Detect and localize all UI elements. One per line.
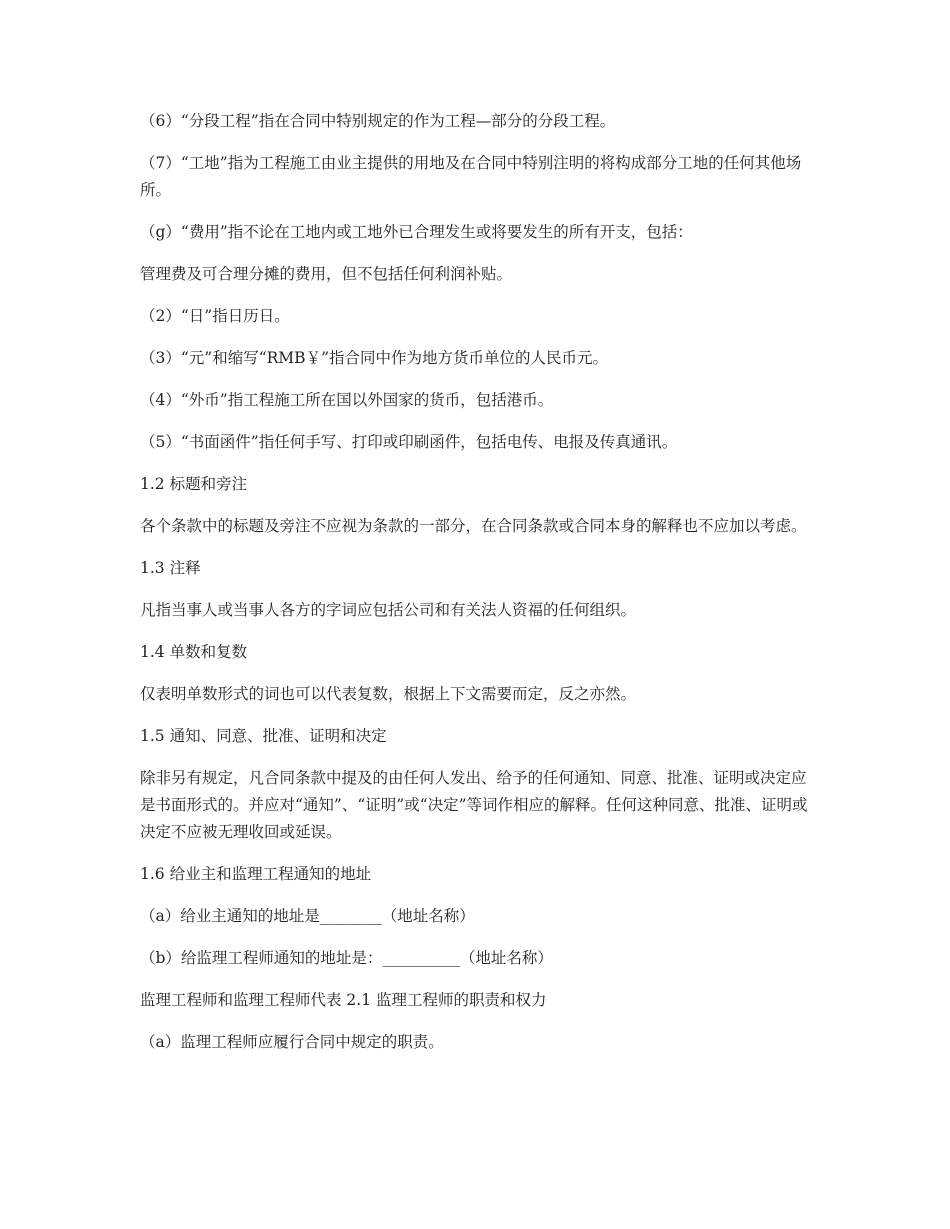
clause-g-cost: （g）“费用”指不论在工地内或工地外已合理发生或将要发生的所有开支，包括： xyxy=(140,223,693,241)
address-employer: （a）给业主通知的地址是________（地址名称） xyxy=(140,907,475,925)
section-heading-1-5: 1.5 通知、同意、批准、证明和决定 xyxy=(140,727,387,745)
clause-2-day: （2）“日”指日历日。 xyxy=(140,307,290,325)
document-page xyxy=(140,108,820,1071)
section-heading-2-1: 监理工程师和监理工程师代表 2.1 监理工程师的职责和权力 xyxy=(140,991,547,1009)
clause-cost-continued: 管理费及可合理分摊的费用，但不包括任何利润补贴。 xyxy=(140,265,513,283)
clause-7-site: （7）“工地”指为工程施工由业主提供的用地及在合同中特别注明的将构成部分工地的任何其他场所。 xyxy=(140,154,802,199)
clause-5-written-communication: （5）“书面函件”指任何手写、打印或印刷函件，包括电传、电报及传真通讯。 xyxy=(140,433,678,451)
clause-3-yuan: （3）“元”和缩写“RMB￥”指合同中作为地方货币单位的人民币元。 xyxy=(140,349,608,367)
section-body-1-3: 凡指当事人或当事人各方的字词应包括公司和有关法人资福的任何组织。 xyxy=(140,601,637,619)
section-body-1-2: 各个条款中的标题及旁注不应视为条款的一部分，在合同条款或合同本身的解释也不应加以考虑。 xyxy=(140,517,807,535)
section-heading-1-6: 1.6 给业主和监理工程通知的地址 xyxy=(140,865,372,883)
section-heading-1-4: 1.4 单数和复数 xyxy=(140,643,248,661)
clause-4-foreign-currency: （4）“外币”指工程施工所在国以外国家的货币，包括港币。 xyxy=(140,391,554,409)
section-body-1-4: 仅表明单数形式的词也可以代表复数，根据上下文需要而定，反之亦然。 xyxy=(140,685,637,703)
address-engineer: （b）给监理工程师通知的地址是：__________（地址名称） xyxy=(140,949,553,967)
clause-a-engineer-duties: （a）监理工程师应履行合同中规定的职责。 xyxy=(140,1033,444,1051)
section-body-1-5: 除非另有规定，凡合同条款中提及的由任何人发出、给予的任何通知、同意、批准、证明或决定应是书面形式的。并应对“通知”、“证明”或“决定”等词作相应的解释。任何这种同意、批准、证明或决定不应被无理收回或延误。 xyxy=(140,769,808,841)
section-heading-1-3: 1.3 注释 xyxy=(140,559,201,577)
clause-6-section-works: （6）“分段工程”指在合同中特别规定的作为工程—部分的分段工程。 xyxy=(140,112,616,130)
section-heading-1-2: 1.2 标题和旁注 xyxy=(140,475,248,493)
